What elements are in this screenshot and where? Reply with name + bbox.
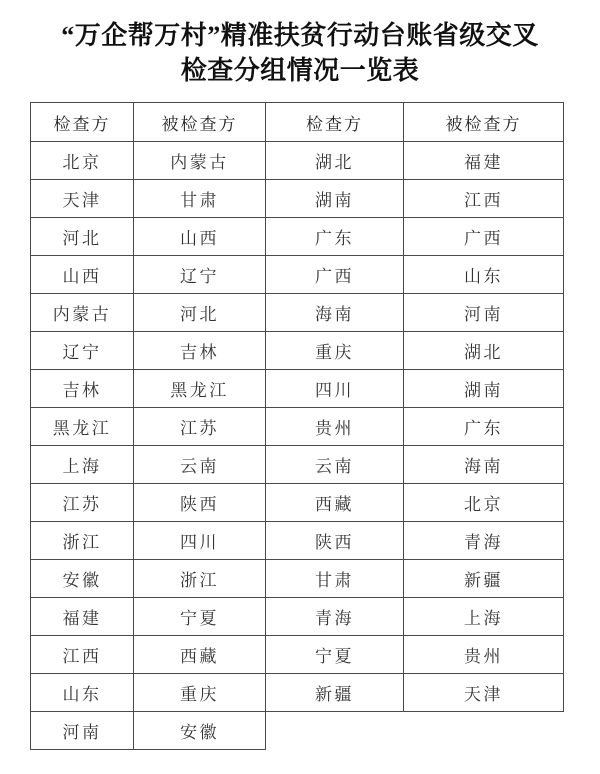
table-cell-province: 广东 bbox=[266, 218, 404, 256]
table-cell-province: 河北 bbox=[134, 294, 266, 332]
table-cell-province: 云南 bbox=[266, 446, 404, 484]
table-row bbox=[31, 560, 564, 598]
table-cell-province: 上海 bbox=[404, 598, 564, 636]
table-cell-province: 湖北 bbox=[266, 142, 404, 180]
document-title-line2: 检查分组情况一览表 bbox=[180, 56, 420, 85]
table-cell-province: 山西 bbox=[134, 218, 266, 256]
table-row bbox=[31, 712, 564, 750]
table-cell-province: 福建 bbox=[404, 142, 564, 180]
table-row bbox=[31, 256, 564, 294]
table-row bbox=[31, 484, 564, 522]
table-cell-province: 宁夏 bbox=[134, 598, 266, 636]
column-header-inspector-1: 检查方 bbox=[31, 103, 134, 142]
table-cell-province: 广东 bbox=[404, 408, 564, 446]
table-row bbox=[31, 408, 564, 446]
table-cell-province: 新疆 bbox=[404, 560, 564, 598]
table-cell-province: 浙江 bbox=[31, 522, 134, 560]
table-cell-blank bbox=[404, 712, 564, 750]
table-row bbox=[31, 598, 564, 636]
table-cell-province: 安徽 bbox=[31, 560, 134, 598]
table-cell-province: 山东 bbox=[404, 256, 564, 294]
table-cell-province: 山东 bbox=[31, 674, 134, 712]
table-cell-province: 海南 bbox=[404, 446, 564, 484]
table-cell-province: 青海 bbox=[404, 522, 564, 560]
table-row bbox=[31, 294, 564, 332]
table-row bbox=[31, 446, 564, 484]
table-row bbox=[31, 522, 564, 560]
table-cell-province: 吉林 bbox=[134, 332, 266, 370]
table-cell-province: 甘肃 bbox=[134, 180, 266, 218]
table-cell-province: 天津 bbox=[404, 674, 564, 712]
table-cell-province: 北京 bbox=[404, 484, 564, 522]
table-cell-province: 吉林 bbox=[31, 370, 134, 408]
table-cell-province: 江苏 bbox=[31, 484, 134, 522]
table-cell-province: 青海 bbox=[266, 598, 404, 636]
table-cell-province: 甘肃 bbox=[266, 560, 404, 598]
table-cell-province: 江西 bbox=[404, 180, 564, 218]
table-cell-province: 河北 bbox=[31, 218, 134, 256]
table-cell-province: 黑龙江 bbox=[31, 408, 134, 446]
table-cell-province: 辽宁 bbox=[31, 332, 134, 370]
column-header-inspector-2: 检查方 bbox=[266, 103, 404, 142]
table-cell-province: 宁夏 bbox=[266, 636, 404, 674]
table-cell-province: 河南 bbox=[404, 294, 564, 332]
table-cell-province: 贵州 bbox=[404, 636, 564, 674]
table-cell-province: 陕西 bbox=[266, 522, 404, 560]
table-cell-province: 四川 bbox=[266, 370, 404, 408]
column-header-inspected-1: 被检查方 bbox=[134, 103, 266, 142]
table-cell-province: 西藏 bbox=[266, 484, 404, 522]
table-cell-province: 安徽 bbox=[134, 712, 266, 750]
table-cell-province: 山西 bbox=[31, 256, 134, 294]
table-cell-province: 陕西 bbox=[134, 484, 266, 522]
inspection-grouping-table bbox=[30, 102, 564, 750]
table-cell-province: 西藏 bbox=[134, 636, 266, 674]
table-row bbox=[31, 636, 564, 674]
table-row bbox=[31, 370, 564, 408]
table-row bbox=[31, 180, 564, 218]
table-cell-province: 湖南 bbox=[404, 370, 564, 408]
table-cell-province: 浙江 bbox=[134, 560, 266, 598]
table-cell-province: 福建 bbox=[31, 598, 134, 636]
table-cell-province: 四川 bbox=[134, 522, 266, 560]
table-cell-province: 辽宁 bbox=[134, 256, 266, 294]
table-cell-province: 河南 bbox=[31, 712, 134, 750]
table-cell-blank bbox=[266, 712, 404, 750]
table-cell-province: 内蒙古 bbox=[31, 294, 134, 332]
table-cell-province: 湖南 bbox=[266, 180, 404, 218]
table-cell-province: 湖北 bbox=[404, 332, 564, 370]
table-cell-province: 贵州 bbox=[266, 408, 404, 446]
document-title-line1: “万企帮万村”精准扶贫行动台账省级交叉 bbox=[61, 21, 539, 50]
table-cell-province: 江苏 bbox=[134, 408, 266, 446]
table-row bbox=[31, 218, 564, 256]
table-cell-province: 广西 bbox=[266, 256, 404, 294]
column-header-inspected-2: 被检查方 bbox=[404, 103, 564, 142]
table-cell-province: 海南 bbox=[266, 294, 404, 332]
table-cell-province: 新疆 bbox=[266, 674, 404, 712]
table-cell-province: 云南 bbox=[134, 446, 266, 484]
table-body bbox=[31, 142, 564, 750]
table-cell-province: 江西 bbox=[31, 636, 134, 674]
table-row bbox=[31, 332, 564, 370]
table-cell-province: 天津 bbox=[31, 180, 134, 218]
table-cell-province: 内蒙古 bbox=[134, 142, 266, 180]
table-row bbox=[31, 142, 564, 180]
document-title bbox=[30, 18, 570, 88]
table-cell-province: 重庆 bbox=[134, 674, 266, 712]
table-row bbox=[31, 674, 564, 712]
table-cell-province: 北京 bbox=[31, 142, 134, 180]
table-header-row bbox=[31, 103, 564, 142]
table-cell-province: 黑龙江 bbox=[134, 370, 266, 408]
table-cell-province: 广西 bbox=[404, 218, 564, 256]
table-cell-province: 重庆 bbox=[266, 332, 404, 370]
table-cell-province: 上海 bbox=[31, 446, 134, 484]
